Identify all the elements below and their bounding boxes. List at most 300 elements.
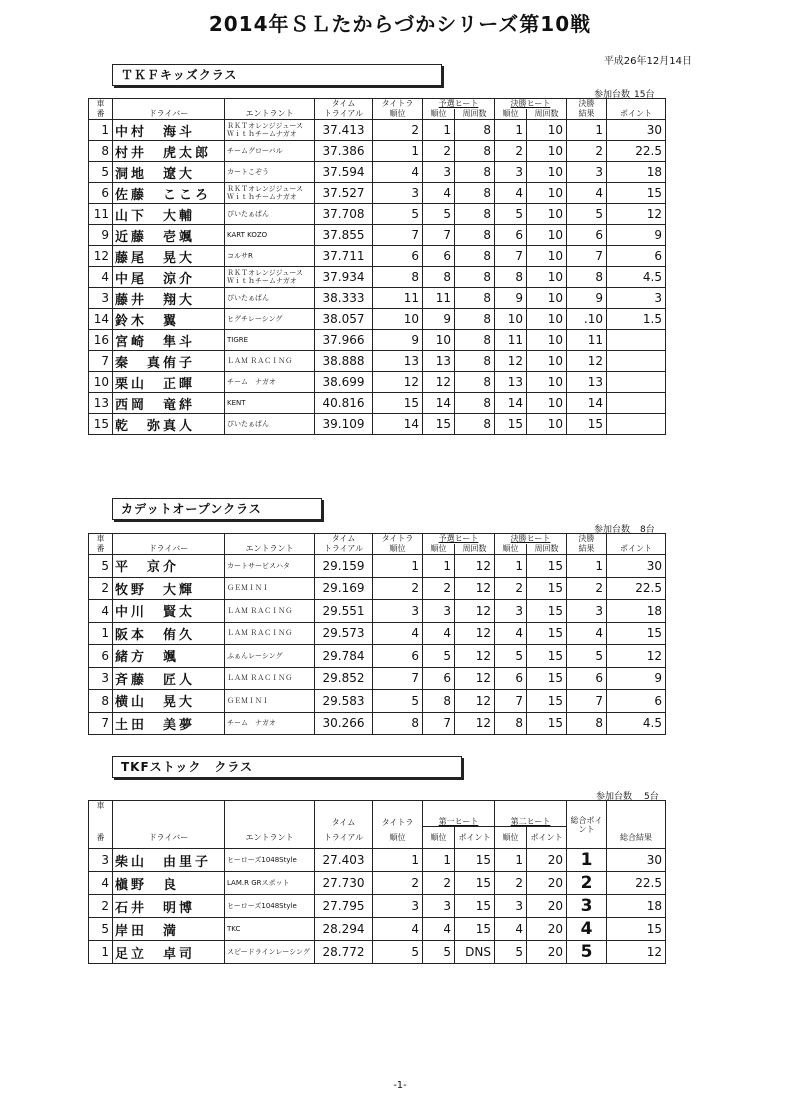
time-trial: 38.057 bbox=[315, 309, 373, 330]
tt-position: 8 bbox=[373, 267, 423, 288]
time-trial: 28.772 bbox=[315, 941, 373, 964]
header-heat2-points: ポイント bbox=[527, 827, 567, 849]
tt-position: 4 bbox=[373, 162, 423, 183]
entrant-name: ＲＫＴオレンジジュース Ｗｉｔｈチームナガオ bbox=[225, 267, 315, 288]
heat-position: 2 bbox=[423, 141, 455, 162]
table-row bbox=[89, 225, 666, 246]
tt-position: 2 bbox=[373, 120, 423, 141]
heat-laps: 8 bbox=[455, 414, 495, 435]
time-trial: 37.711 bbox=[315, 246, 373, 267]
heat2-points: 20 bbox=[527, 849, 567, 872]
header-heat-pos: 順位 bbox=[423, 544, 455, 555]
time-trial: 29.169 bbox=[315, 577, 373, 600]
header-time-trial-2: トライアル bbox=[315, 109, 373, 120]
entrant-name: KENT bbox=[225, 393, 315, 414]
table-row bbox=[89, 372, 666, 393]
final-result: 7 bbox=[567, 690, 607, 713]
heat-position: 2 bbox=[423, 577, 455, 600]
final-laps: 10 bbox=[527, 120, 567, 141]
table-row bbox=[89, 712, 666, 735]
table-row bbox=[89, 600, 666, 623]
car-number: 13 bbox=[89, 393, 113, 414]
car-number: 6 bbox=[89, 645, 113, 668]
header-result-2: 結果 bbox=[567, 544, 607, 555]
points: 1.5 bbox=[607, 309, 666, 330]
heat-position: 4 bbox=[423, 183, 455, 204]
driver-name: 横山 晃大 bbox=[113, 690, 225, 713]
driver-name: 緒方 颯 bbox=[113, 645, 225, 668]
time-trial: 40.816 bbox=[315, 393, 373, 414]
final-laps: 10 bbox=[527, 267, 567, 288]
heat-position: 1 bbox=[423, 555, 455, 578]
total-points: 5 bbox=[567, 941, 607, 964]
final-result: 8 bbox=[567, 267, 607, 288]
header-car-no-2: 番 bbox=[89, 109, 113, 120]
header-final: 決勝ヒート bbox=[495, 534, 567, 544]
total-result: 22.5 bbox=[607, 872, 666, 895]
driver-name: 宮崎 隼斗 bbox=[113, 330, 225, 351]
car-number: 5 bbox=[89, 918, 113, 941]
entrant-name: カートサービスハタ bbox=[225, 555, 315, 578]
kids-results-table bbox=[88, 98, 666, 435]
driver-name: 槇野 良 bbox=[113, 872, 225, 895]
kids-entries-value: 15台 bbox=[634, 90, 655, 100]
entrant-name: ヒグチレーシング bbox=[225, 309, 315, 330]
entrant-name: ＬＡＭ ＲＡＣＩＮＧ bbox=[225, 351, 315, 372]
points: 18 bbox=[607, 162, 666, 183]
tt-position: 1 bbox=[373, 849, 423, 872]
total-result: 12 bbox=[607, 941, 666, 964]
header-car-no-2: 番 bbox=[89, 827, 113, 849]
driver-name: 阪本 侑久 bbox=[113, 622, 225, 645]
driver-name: 栗山 正暉 bbox=[113, 372, 225, 393]
final-laps: 15 bbox=[527, 667, 567, 690]
final-laps: 10 bbox=[527, 351, 567, 372]
tt-position: 9 bbox=[373, 330, 423, 351]
heat2-position: 5 bbox=[495, 941, 527, 964]
heat1-position: 4 bbox=[423, 918, 455, 941]
heat2-position: 3 bbox=[495, 895, 527, 918]
final-position: 5 bbox=[495, 204, 527, 225]
final-laps: 10 bbox=[527, 414, 567, 435]
kids-entries-label: 参加台数 bbox=[594, 90, 631, 100]
car-number: 3 bbox=[89, 849, 113, 872]
header-heat1: 第一ヒート bbox=[423, 801, 495, 827]
header-points: ポイント bbox=[607, 109, 666, 120]
final-laps: 10 bbox=[527, 393, 567, 414]
final-result: 11 bbox=[567, 330, 607, 351]
car-number: 3 bbox=[89, 667, 113, 690]
final-laps: 15 bbox=[527, 712, 567, 735]
time-trial: 37.966 bbox=[315, 330, 373, 351]
table-row bbox=[89, 309, 666, 330]
header-final-pos: 順位 bbox=[495, 109, 527, 120]
tt-position: 7 bbox=[373, 667, 423, 690]
total-result: 30 bbox=[607, 849, 666, 872]
points: 30 bbox=[607, 120, 666, 141]
driver-name: 近藤 壱颯 bbox=[113, 225, 225, 246]
table-row bbox=[89, 414, 666, 435]
heat-laps: 8 bbox=[455, 162, 495, 183]
final-position: 3 bbox=[495, 162, 527, 183]
table-row bbox=[89, 246, 666, 267]
header-row bbox=[89, 99, 666, 109]
event-date: 平成26年12月14日 bbox=[603, 56, 692, 67]
final-laps: 10 bbox=[527, 183, 567, 204]
table-row bbox=[89, 941, 666, 964]
total-points: 3 bbox=[567, 895, 607, 918]
time-trial: 29.159 bbox=[315, 555, 373, 578]
driver-name: 足立 卓司 bbox=[113, 941, 225, 964]
car-number: 16 bbox=[89, 330, 113, 351]
entrant-name: ぴいたぁぱん bbox=[225, 288, 315, 309]
header-tt-pos-2: 順位 bbox=[373, 109, 423, 120]
final-position: 11 bbox=[495, 330, 527, 351]
time-trial: 37.594 bbox=[315, 162, 373, 183]
table-row bbox=[89, 849, 666, 872]
entrant-name: KART KOZO bbox=[225, 225, 315, 246]
car-number: 14 bbox=[89, 309, 113, 330]
heat-position: 1 bbox=[423, 120, 455, 141]
header-heat-pos: 順位 bbox=[423, 109, 455, 120]
car-number: 4 bbox=[89, 267, 113, 288]
heat-laps: 12 bbox=[455, 555, 495, 578]
tt-position: 2 bbox=[373, 577, 423, 600]
final-result: 1 bbox=[567, 120, 607, 141]
entrant-name: ヒーローズ1048Style bbox=[225, 849, 315, 872]
header-heat: 予選ヒート bbox=[423, 99, 495, 109]
table-row bbox=[89, 918, 666, 941]
header-tt-pos-2: 順位 bbox=[373, 544, 423, 555]
table-row bbox=[89, 577, 666, 600]
final-position: 6 bbox=[495, 667, 527, 690]
total-result: 18 bbox=[607, 895, 666, 918]
stock-entries-label: 参加台数 bbox=[596, 792, 633, 802]
points bbox=[607, 414, 666, 435]
heat-position: 3 bbox=[423, 600, 455, 623]
driver-name: 牧野 大輝 bbox=[113, 577, 225, 600]
heat-position: 6 bbox=[423, 667, 455, 690]
header-heat1-pos: 順位 bbox=[423, 827, 455, 849]
entrant-name: チーム ナガオ bbox=[225, 372, 315, 393]
tt-position: 1 bbox=[373, 555, 423, 578]
final-laps: 10 bbox=[527, 288, 567, 309]
tt-position: 14 bbox=[373, 414, 423, 435]
driver-name: 佐藤 こころ bbox=[113, 183, 225, 204]
heat-laps: 12 bbox=[455, 712, 495, 735]
heat2-position: 2 bbox=[495, 872, 527, 895]
final-position: 15 bbox=[495, 414, 527, 435]
heat-laps: 8 bbox=[455, 267, 495, 288]
final-result: 4 bbox=[567, 622, 607, 645]
final-position: 13 bbox=[495, 372, 527, 393]
table-row bbox=[89, 288, 666, 309]
header-car-no-2: 番 bbox=[89, 544, 113, 555]
time-trial: 27.730 bbox=[315, 872, 373, 895]
tt-position: 3 bbox=[373, 183, 423, 204]
final-result: 1 bbox=[567, 555, 607, 578]
points: 12 bbox=[607, 645, 666, 668]
driver-name: 斉藤 匠人 bbox=[113, 667, 225, 690]
final-position: 2 bbox=[495, 577, 527, 600]
heat-laps: 12 bbox=[455, 577, 495, 600]
heat-laps: 8 bbox=[455, 183, 495, 204]
driver-name: 中村 海斗 bbox=[113, 120, 225, 141]
points: 9 bbox=[607, 225, 666, 246]
entrant-name: チームグローバル bbox=[225, 141, 315, 162]
entrant-name: ＧＥＭＩＮＩ bbox=[225, 577, 315, 600]
page-title: 2014年ＳＬたからづかシリーズ第10戦 bbox=[208, 12, 592, 36]
driver-name: 中川 賢太 bbox=[113, 600, 225, 623]
car-number: 7 bbox=[89, 351, 113, 372]
header-result: 決勝 bbox=[567, 534, 607, 544]
tt-position: 7 bbox=[373, 225, 423, 246]
heat-laps: 8 bbox=[455, 288, 495, 309]
table-row bbox=[89, 645, 666, 668]
entrant-name: ヒーローズ1048Style bbox=[225, 895, 315, 918]
driver-name: 村井 虎太郎 bbox=[113, 141, 225, 162]
time-trial: 27.795 bbox=[315, 895, 373, 918]
entrant-name: ＧＥＭＩＮＩ bbox=[225, 690, 315, 713]
heat1-position: 5 bbox=[423, 941, 455, 964]
heat-laps: 8 bbox=[455, 120, 495, 141]
final-result: 3 bbox=[567, 600, 607, 623]
header-result: 決勝 bbox=[567, 99, 607, 109]
cadet-entries-value: 8台 bbox=[640, 525, 655, 535]
final-laps: 10 bbox=[527, 330, 567, 351]
header-heat2: 第二ヒート bbox=[495, 801, 567, 827]
heat-position: 7 bbox=[423, 712, 455, 735]
table-row bbox=[89, 555, 666, 578]
table-row bbox=[89, 895, 666, 918]
heat-laps: 8 bbox=[455, 309, 495, 330]
tt-position: 6 bbox=[373, 246, 423, 267]
final-position: 10 bbox=[495, 309, 527, 330]
header-entrant: エントラント bbox=[225, 109, 315, 120]
tt-position: 4 bbox=[373, 918, 423, 941]
final-result: 7 bbox=[567, 246, 607, 267]
heat-laps: 8 bbox=[455, 372, 495, 393]
entrant-name: ＲＫＴオレンジジュース Ｗｉｔｈチームナガオ bbox=[225, 183, 315, 204]
time-trial: 29.852 bbox=[315, 667, 373, 690]
final-result: 5 bbox=[567, 645, 607, 668]
heat-laps: 12 bbox=[455, 645, 495, 668]
total-result: 15 bbox=[607, 918, 666, 941]
final-laps: 15 bbox=[527, 645, 567, 668]
header-driver: ドライバー bbox=[113, 544, 225, 555]
final-result: 2 bbox=[567, 577, 607, 600]
entrant-name: ＬＡＭ ＲＡＣＩＮＧ bbox=[225, 622, 315, 645]
car-number: 2 bbox=[89, 577, 113, 600]
heat-laps: 8 bbox=[455, 330, 495, 351]
car-number: 1 bbox=[89, 941, 113, 964]
heat-laps: 12 bbox=[455, 622, 495, 645]
final-laps: 10 bbox=[527, 141, 567, 162]
driver-name: 乾 弥真人 bbox=[113, 414, 225, 435]
tt-position: 4 bbox=[373, 622, 423, 645]
header-car-no: 車 bbox=[89, 534, 113, 544]
car-number: 8 bbox=[89, 690, 113, 713]
table-row bbox=[89, 667, 666, 690]
final-result: 12 bbox=[567, 351, 607, 372]
heat1-points: 15 bbox=[455, 895, 495, 918]
heat1-points: DNS bbox=[455, 941, 495, 964]
car-number: 6 bbox=[89, 183, 113, 204]
header-final-pos: 順位 bbox=[495, 544, 527, 555]
table-row bbox=[89, 141, 666, 162]
driver-name: 西岡 竜絆 bbox=[113, 393, 225, 414]
driver-name: 藤井 翔大 bbox=[113, 288, 225, 309]
final-position: 5 bbox=[495, 645, 527, 668]
heat-position: 4 bbox=[423, 622, 455, 645]
header-final-laps: 周回数 bbox=[527, 109, 567, 120]
header-row bbox=[89, 801, 666, 827]
heat-laps: 12 bbox=[455, 600, 495, 623]
heat-position: 15 bbox=[423, 414, 455, 435]
header-row bbox=[89, 109, 666, 120]
final-position: 9 bbox=[495, 288, 527, 309]
heat-position: 9 bbox=[423, 309, 455, 330]
heat2-points: 20 bbox=[527, 918, 567, 941]
time-trial: 37.527 bbox=[315, 183, 373, 204]
heat-position: 14 bbox=[423, 393, 455, 414]
final-position: 12 bbox=[495, 351, 527, 372]
points: 12 bbox=[607, 204, 666, 225]
driver-name: 山下 大輔 bbox=[113, 204, 225, 225]
time-trial: 37.934 bbox=[315, 267, 373, 288]
table-row bbox=[89, 204, 666, 225]
points bbox=[607, 330, 666, 351]
points: 9 bbox=[607, 667, 666, 690]
points bbox=[607, 393, 666, 414]
tt-position: 5 bbox=[373, 690, 423, 713]
points bbox=[607, 372, 666, 393]
final-position: 4 bbox=[495, 183, 527, 204]
heat-laps: 8 bbox=[455, 204, 495, 225]
page-number: -1- bbox=[393, 1080, 407, 1091]
header-total-result: 総合結果 bbox=[607, 827, 666, 849]
car-number: 9 bbox=[89, 225, 113, 246]
tt-position: 11 bbox=[373, 288, 423, 309]
final-result: 6 bbox=[567, 225, 607, 246]
entrant-name: ぴいたぁぱん bbox=[225, 414, 315, 435]
header-car-no: 車 bbox=[89, 801, 113, 827]
heat1-position: 2 bbox=[423, 872, 455, 895]
tt-position: 6 bbox=[373, 645, 423, 668]
final-result: 3 bbox=[567, 162, 607, 183]
table-row bbox=[89, 690, 666, 713]
car-number: 11 bbox=[89, 204, 113, 225]
header-tt-pos: タイトラ bbox=[373, 99, 423, 109]
time-trial: 37.413 bbox=[315, 120, 373, 141]
driver-name: 中尾 涼介 bbox=[113, 267, 225, 288]
heat1-points: 15 bbox=[455, 918, 495, 941]
points: 4.5 bbox=[607, 267, 666, 288]
heat-position: 3 bbox=[423, 162, 455, 183]
final-result: .10 bbox=[567, 309, 607, 330]
final-position: 2 bbox=[495, 141, 527, 162]
points: 22.5 bbox=[607, 577, 666, 600]
heat-position: 5 bbox=[423, 645, 455, 668]
final-result: 8 bbox=[567, 712, 607, 735]
table-row bbox=[89, 351, 666, 372]
tt-position: 5 bbox=[373, 941, 423, 964]
header-driver: ドライバー bbox=[113, 827, 225, 849]
heat1-position: 3 bbox=[423, 895, 455, 918]
final-result: 15 bbox=[567, 414, 607, 435]
heat1-points: 15 bbox=[455, 849, 495, 872]
total-points: 4 bbox=[567, 918, 607, 941]
time-trial: 29.583 bbox=[315, 690, 373, 713]
table-row bbox=[89, 872, 666, 895]
final-position: 6 bbox=[495, 225, 527, 246]
header-points: ポイント bbox=[607, 544, 666, 555]
kids-class-title: ＴＫＦキッズクラス bbox=[112, 64, 442, 86]
final-laps: 15 bbox=[527, 577, 567, 600]
time-trial: 29.784 bbox=[315, 645, 373, 668]
heat-position: 8 bbox=[423, 267, 455, 288]
driver-name: 岸田 満 bbox=[113, 918, 225, 941]
header-time-trial: タイム bbox=[315, 801, 373, 827]
heat-position: 7 bbox=[423, 225, 455, 246]
points: 15 bbox=[607, 183, 666, 204]
tt-position: 13 bbox=[373, 351, 423, 372]
final-result: 6 bbox=[567, 667, 607, 690]
heat-laps: 8 bbox=[455, 225, 495, 246]
final-laps: 10 bbox=[527, 246, 567, 267]
header-time-trial: タイム bbox=[315, 99, 373, 109]
heat-position: 6 bbox=[423, 246, 455, 267]
final-position: 4 bbox=[495, 622, 527, 645]
header-driver: ドライバー bbox=[113, 109, 225, 120]
entrant-name: ＲＫＴオレンジジュース Ｗｉｔｈチームナガオ bbox=[225, 120, 315, 141]
final-position: 8 bbox=[495, 267, 527, 288]
tt-position: 10 bbox=[373, 309, 423, 330]
table-row bbox=[89, 120, 666, 141]
driver-name: 秦 真侑子 bbox=[113, 351, 225, 372]
header-row bbox=[89, 544, 666, 555]
heat-laps: 12 bbox=[455, 667, 495, 690]
heat1-position: 1 bbox=[423, 849, 455, 872]
heat-position: 5 bbox=[423, 204, 455, 225]
final-laps: 15 bbox=[527, 622, 567, 645]
table-row bbox=[89, 622, 666, 645]
entrant-name: ぴいたぁぱん bbox=[225, 204, 315, 225]
points: 15 bbox=[607, 622, 666, 645]
time-trial: 38.699 bbox=[315, 372, 373, 393]
header-car-no: 車 bbox=[89, 99, 113, 109]
heat-laps: 8 bbox=[455, 141, 495, 162]
heat-laps: 8 bbox=[455, 351, 495, 372]
table-row bbox=[89, 162, 666, 183]
table-row bbox=[89, 330, 666, 351]
car-number: 10 bbox=[89, 372, 113, 393]
heat2-points: 20 bbox=[527, 895, 567, 918]
final-laps: 10 bbox=[527, 225, 567, 246]
heat-laps: 8 bbox=[455, 246, 495, 267]
tt-position: 3 bbox=[373, 600, 423, 623]
header-heat-laps: 周回数 bbox=[455, 544, 495, 555]
heat-position: 10 bbox=[423, 330, 455, 351]
driver-name: 藤尾 晃大 bbox=[113, 246, 225, 267]
heat1-points: 15 bbox=[455, 872, 495, 895]
car-number: 5 bbox=[89, 555, 113, 578]
driver-name: 洞地 遼大 bbox=[113, 162, 225, 183]
driver-name: 鈴木 翼 bbox=[113, 309, 225, 330]
final-position: 1 bbox=[495, 555, 527, 578]
car-number: 12 bbox=[89, 246, 113, 267]
car-number: 5 bbox=[89, 162, 113, 183]
